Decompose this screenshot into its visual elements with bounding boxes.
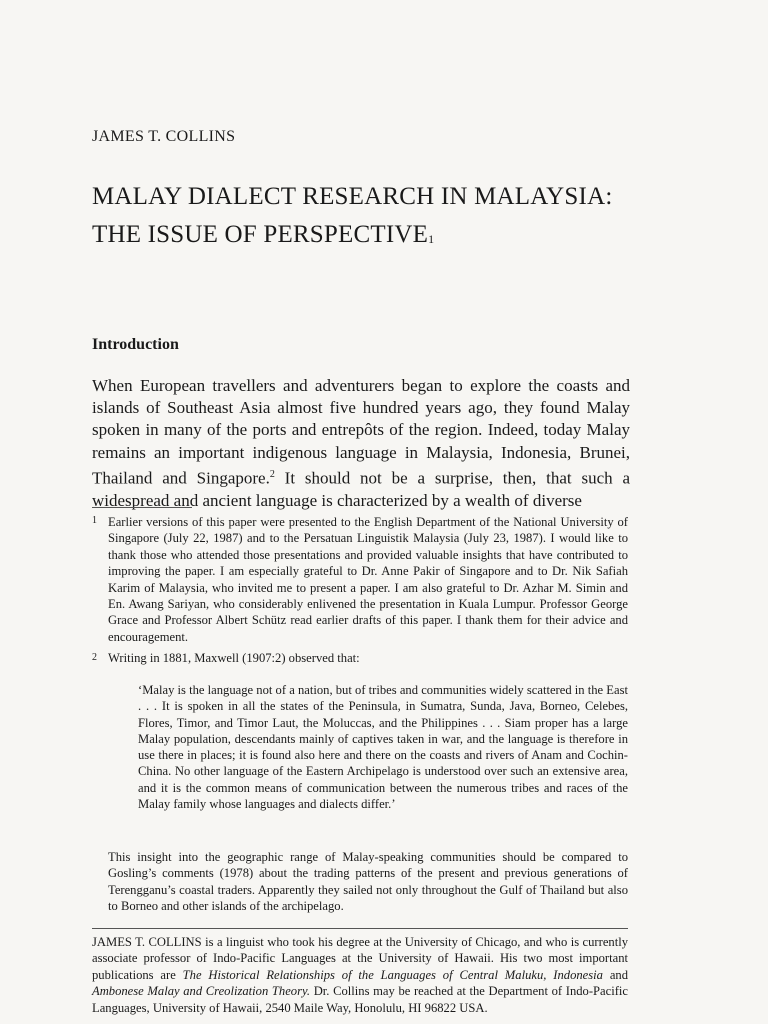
bio-book-1: The Historical Relationships of the Languages of Central Maluku, Indonesia: [182, 967, 603, 982]
bio-and: and: [602, 967, 628, 982]
footnote-2-continuation: This insight into the geographic range of Malay-speaking communities should be compared to Gosling’s comments (1978) about the trading patterns of the present and previous generations of Terengganu’s coastal traders. Apparently they sailed not only throughout the Gulf of Thailand but also to Borneo and other islands of the archipelago.: [108, 850, 628, 913]
footnote-1-mark: 1: [92, 515, 97, 526]
bio-text-part-1: JAMES T. COLLINS is a linguist who took his degree at the University of Chicago, and who is currently associate professor of Indo-Pacific Languages at the University of Hawaii. His two most important publications are: [92, 935, 628, 982]
footnote-1-text: Earlier versions of this paper were presented to the English Department of the National University of Singapore (July 22, 1987) and to the Persatuan Linguistik Malaysia (July 23, 1987). I would like to thank those who attended those presentations and provided valuable insights that have contributed to improving the paper. I am especially grateful to Dr. Anne Pakir of Singapore and to Dr. Nik Safiah Karim of Malaysia, who invited me to present a paper. I am also grateful to Dr. Azhar M. Simin and En. Awang Sariyan, who considerably enlivened the presentation in Kuala Lumpur. Professor George Grace and Professor Albert Schütz read earlier drafts of this paper. I thank them for their advice and encouragement.: [108, 515, 628, 644]
paper-title: [92, 178, 612, 254]
title-line-1: MALAY DIALECT RESEARCH IN MALAYSIA:: [92, 183, 613, 210]
body-paragraph: [92, 375, 630, 512]
body-text-part-1: When European travellers and adventurers began to explore the coasts and islands of Southeast Asia almost five hundred years ago, they found Malay spoken in many of the ports and entrepôts of the region. Indeed, today Malay remains an important indigenous language in Malaysia, Indonesia, Brunei, Thailand and Singapore.: [92, 376, 630, 488]
title-footnote-ref: 1: [428, 232, 435, 246]
bio-text-part-2: Dr. Collins may be reached at the Department of Indo-Pacific Languages, University of Hawaii, 2540 Maile Way, Honolulu, HI 96822 USA.: [92, 984, 628, 1015]
body-text-part-2: It should not be a surprise, then, that such a widespread and ancient language is characterized by a wealth of diverse: [92, 468, 631, 510]
footnote-2-mark: 2: [92, 652, 97, 663]
bio-book-2: Ambonese Malay and Creolization Theory.: [92, 984, 311, 999]
footnote-divider: [92, 507, 192, 508]
author-name: JAMES T. COLLINS: [92, 128, 236, 145]
footnote-2-quote: ‘Malay is the language not of a nation, but of tribes and communities widely scattered in the East . . . It is spoken in all the states of the Peninsula, in Sumatra, Sunda, Java, Borneo, Celebes, Flores, Timor, and Timor Laut, the Moluccas, and the Philippines . . . Siam proper has a large Malay population, descendants mainly of captives taken in war, and the language is therefore in use there in places; it is found also here and there on the coasts and rivers of Anam and Cochin-China. No other language of the Eastern Archipelago is understood over such an extensive area, and it is the common means of communication between the numerous tribes and races of the Malay family whose languages and dialects differ.’: [138, 683, 628, 812]
footnote-2-text: Writing in 1881, Maxwell (1907:2) observed that:: [108, 651, 360, 665]
body-footnote-ref: 2: [269, 468, 275, 480]
author-bio: [92, 934, 628, 1016]
bio-divider: [92, 928, 628, 929]
title-line-2-text: THE ISSUE OF PERSPECTIVE: [92, 221, 429, 248]
section-heading: Introduction: [92, 336, 179, 353]
title-line-2: [92, 216, 612, 254]
